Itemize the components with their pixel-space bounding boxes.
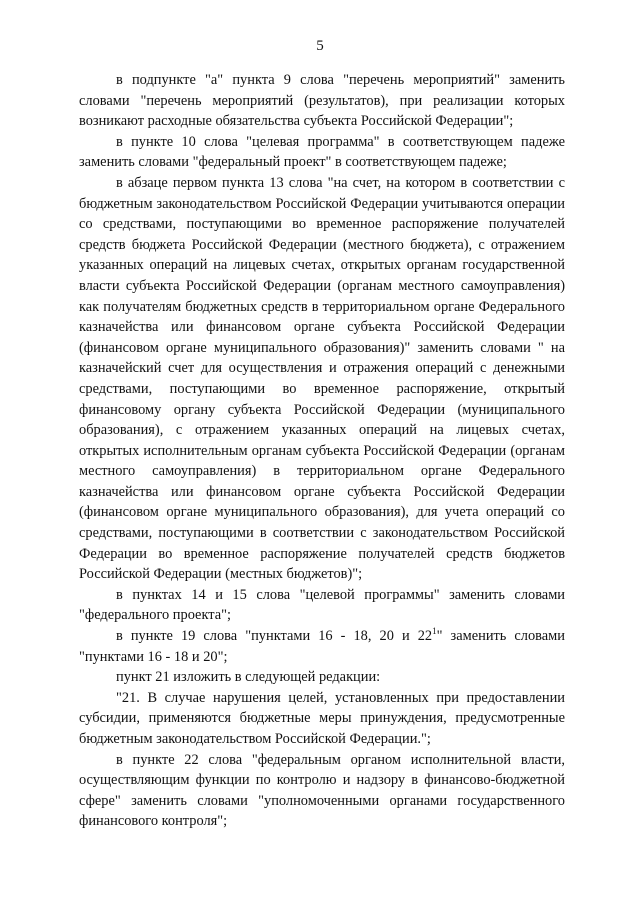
paragraph-point-19 [79, 626, 565, 667]
point-19-text-before: в пункте 19 слова "пунктами 16 - 18, 20 и 22 [116, 628, 433, 645]
paragraph-point-21-new-text: "21. В случае нарушения целей, установленных при предоставлении субсидии, применяются бюджетные меры принуждения, предусмотренные бюджетным законодательством Российской Федерации."; [79, 689, 565, 747]
page-number: 5 [316, 38, 324, 54]
paragraph-point-13: в абзаце первом пункта 13 слова "на счет, на котором в соответствии с бюджетным законодательством Российской Федерации учитываются операции со средствами, поступающими во временное распоряжение получателей средств бюджета Российской Федерации (местного бюджета), с отражением указанных операций на лицевых счетах, открытых органам государственной власти субъекта Российской Федерации (органам местного самоуправления) как получателям бюджетных средств в территориальном органе Федерального казначейства или финансовом органе субъекта Российской Федерации (финансовом органе муниципального образования)" заменить словами " на казначейский счет для осуществления и отражения операций с денежными средствами, поступающими во временное распоряжение, открытый финансовому органу субъекта Российской Федерации (муниципального образования), с отражением указанных операций на лицевых счетах, открытых исполнительным органам субъекта Российской Федерации (органам местного самоуправления) в территориальном органе Федерального казначейства или финансовом органе субъекта Российской Федерации (финансовом органе муниципального образования), для учета операций со средствами, поступающими в соответствии с законодательством Российской Федерации во временное распоряжение получателей средств бюджетов Российской Федерации (местных бюджетов)"; [79, 174, 565, 583]
paragraph-point-22: в пункте 22 слова "федеральным органом исполнительной власти, осуществляющим функции по контролю и надзору в финансово-бюджетной сфере" заменить словами "уполномоченными органами государственного финансового контроля"; [79, 751, 565, 830]
point-19-text-after: " заменить словами "пунктами 16 - 18 и 20"; [79, 628, 565, 665]
paragraph-point-21: пункт 21 изложить в следующей редакции: [116, 669, 381, 686]
superscript-marker: 1 [432, 626, 437, 637]
paragraph-point-10: в пункте 10 слова "целевая программа" в соответствующем падеже заменить словами "федеральный проект" в соответствующем падеже; [79, 133, 565, 171]
document-body [79, 70, 565, 832]
paragraph-subpoint-a-point-9: в подпункте "а" пункта 9 слова "перечень мероприятий" заменить словами "перечень мероприятий (результатов), при реализации которых возникают расходные обязательства субъекта Российской Федерации"; [79, 72, 565, 130]
paragraph-points-14-15: в пунктах 14 и 15 слова "целевой программы" заменить словами "федерального проекта"; [79, 586, 565, 624]
